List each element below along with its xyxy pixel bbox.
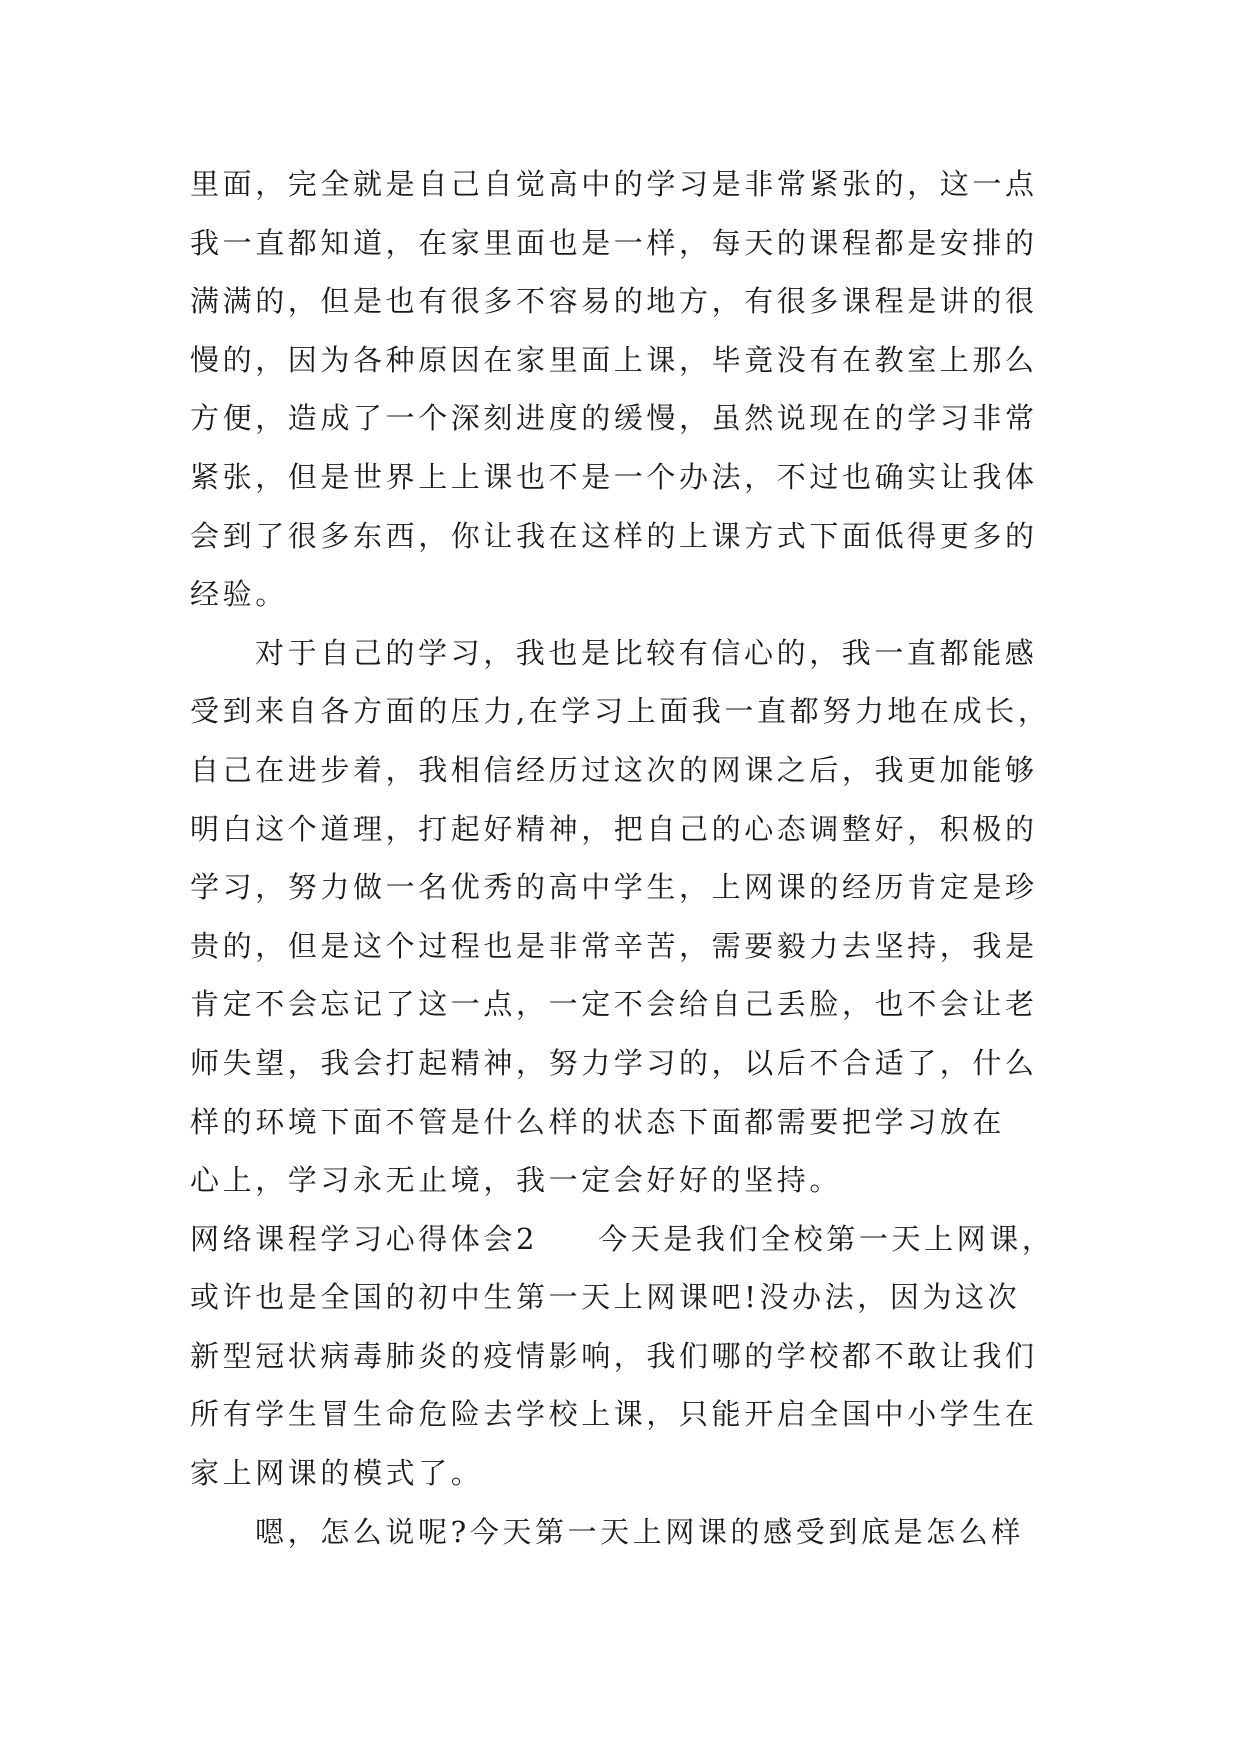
text-line: 家上网课的模式了。 xyxy=(190,1456,484,1491)
text-line: 慢的，因为各种原因在家里面上课，毕竟没有在教室上那么 xyxy=(190,342,1038,377)
text-line: 贵的，但是这个过程也是非常辛苦，需要毅力去坚持，我是 xyxy=(190,928,1038,963)
section-heading: 网络课程学习心得体会2 xyxy=(190,1221,539,1256)
heading-line xyxy=(190,1210,1055,1269)
paragraph-4 xyxy=(190,1503,1051,1562)
text-line: 自己在进步着，我相信经历过这次的网课之后，我更加能够 xyxy=(190,752,1038,787)
text-segment: 今天是我们全校第一天上网课， xyxy=(598,1221,1055,1256)
text-line: 或许也是全国的初中生第一天上网课吧!没办法，因为这次 xyxy=(190,1280,1021,1315)
text-line: 明白这个道理，打起好精神，把自己的心态调整好，积极的 xyxy=(190,811,1038,846)
paragraph-2 xyxy=(190,624,1051,1210)
text-line: 肯定不会忘记了这一点，一定不会给自己丢脸，也不会让老 xyxy=(190,987,1038,1022)
text-line: 师失望，我会打起精神，努力学习的，以后不合适了，什么 xyxy=(190,1045,1038,1080)
text-line: 经验。 xyxy=(190,577,288,612)
text-line: 嗯，怎么说呢?今天第一天上网课的感受到底是怎么样 xyxy=(255,1514,1024,1549)
paragraph-3 xyxy=(190,1210,1055,1503)
text-line: 方便，造成了一个深刻进度的缓慢，虽然说现在的学习非常 xyxy=(190,401,1038,436)
text-line: 新型冠状病毒肺炎的疫情影响，我们哪的学校都不敢让我们 xyxy=(190,1338,1038,1373)
text-line: 受到来自各方面的压力,在学习上面我一直都努力地在成长， xyxy=(190,694,1051,729)
text-line: 我一直都知道，在家里面也是一样，每天的课程都是安排的 xyxy=(190,225,1038,260)
text-line: 学习，努力做一名优秀的高中学生，上网课的经历肯定是珍 xyxy=(190,870,1038,905)
text-line: 满满的，但是也有很多不容易的地方，有很多课程是讲的很 xyxy=(190,284,1038,319)
text-line: 里面，完全就是自己自觉高中的学习是非常紧张的，这一点 xyxy=(190,167,1038,201)
document-page xyxy=(190,155,1055,1561)
text-line: 紧张，但是世界上上课也不是一个办法，不过也确实让我体 xyxy=(190,459,1038,494)
text-line: 所有学生冒生命危险去学校上课，只能开启全国中小学生在 xyxy=(190,1397,1038,1432)
text-line: 样的环境下面不管是什么样的状态下面都需要把学习放在 xyxy=(190,1104,1006,1139)
paragraph-1 xyxy=(190,155,1051,624)
text-line: 心上，学习永无止境，我一定会好好的坚持。 xyxy=(190,1163,843,1198)
text-line: 对于自己的学习，我也是比较有信心的，我一直都能感 xyxy=(255,635,1038,670)
text-line: 会到了很多东西，你让我在这样的上课方式下面低得更多的 xyxy=(190,518,1038,553)
